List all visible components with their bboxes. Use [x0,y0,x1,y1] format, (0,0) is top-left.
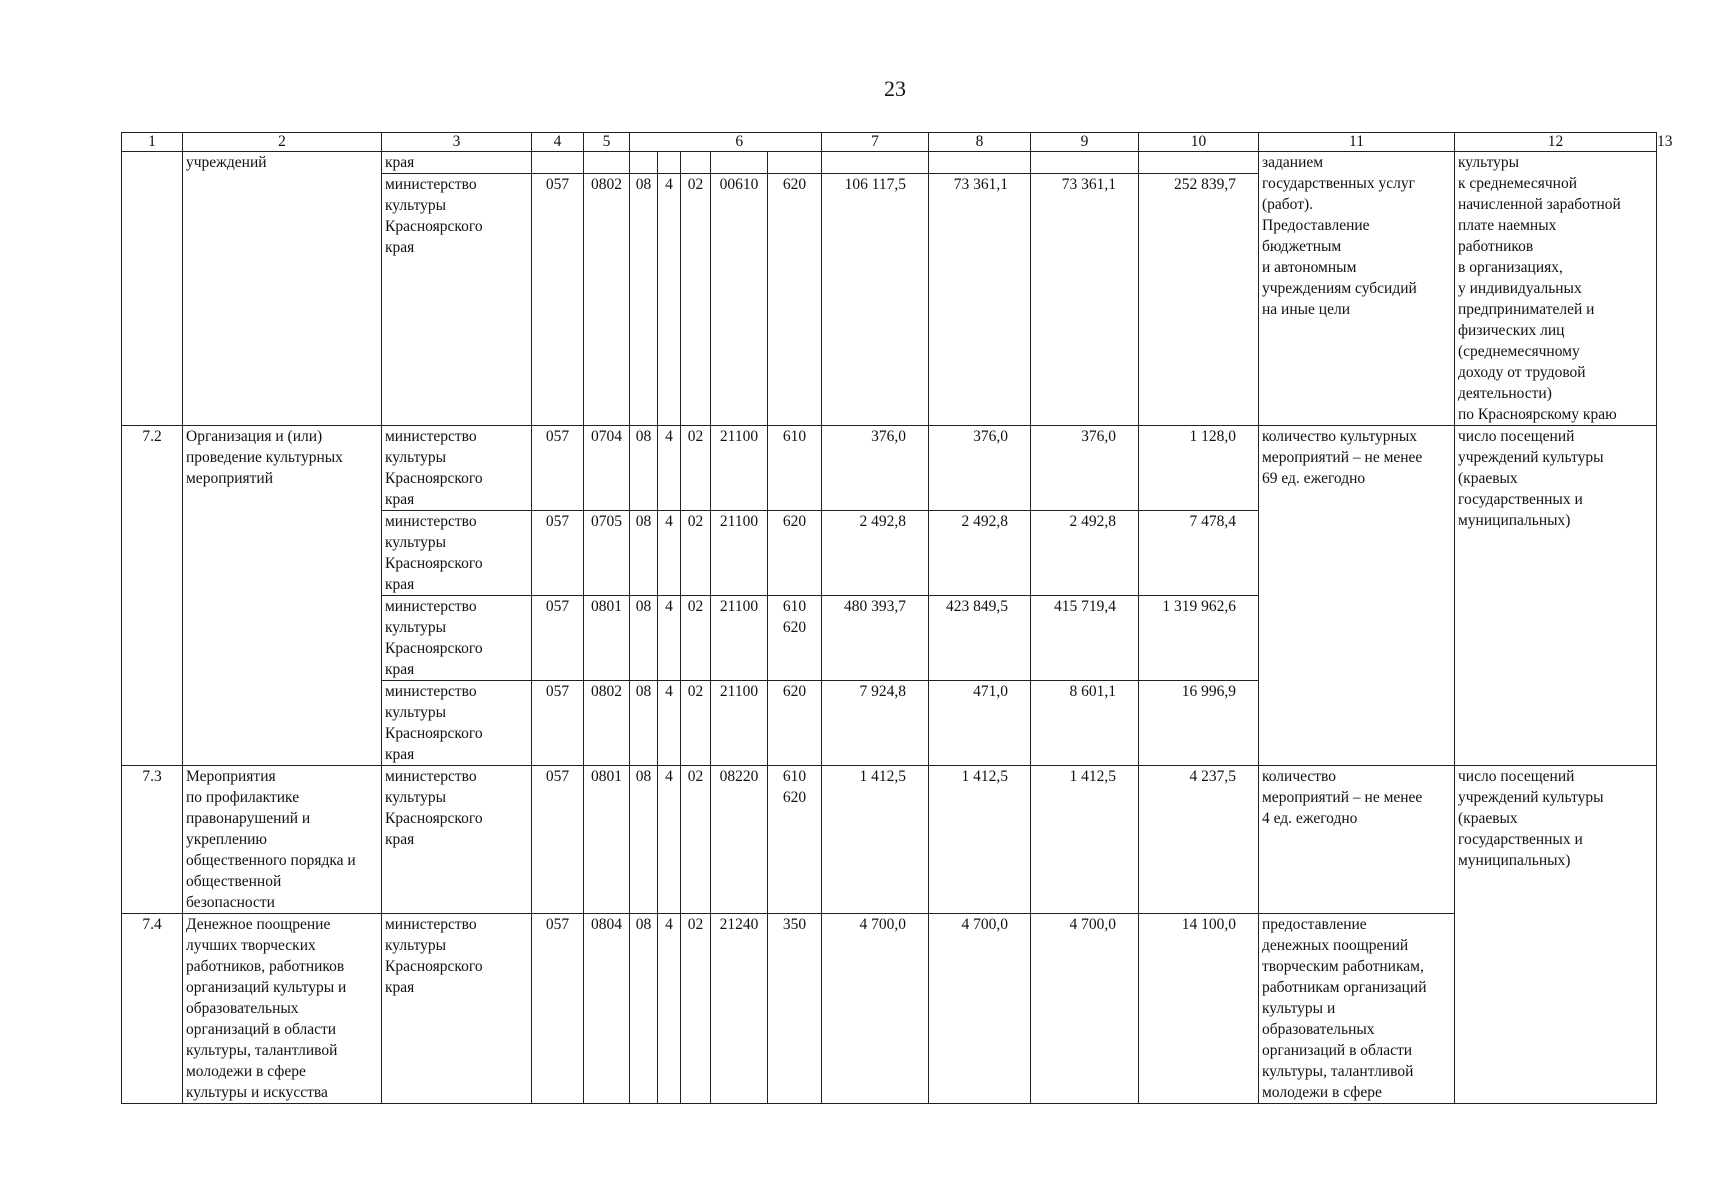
code-cell: 02 [681,596,711,681]
amount-cell: 2 492,8 [1031,511,1139,596]
amount-cell: 2 492,8 [929,511,1031,596]
code-cell: 0804 [584,914,630,1104]
code-cell: 4 [658,766,681,914]
grbs-cell: министерство культуры Красноярского края [382,426,532,511]
code-cell: 057 [532,766,584,914]
table-cell [532,152,584,174]
code-cell: 057 [532,914,584,1104]
amount-cell: 14 100,0 [1139,914,1259,1104]
code-cell: 620 [768,511,822,596]
code-cell: 610 620 [768,596,822,681]
code-cell: 02 [681,511,711,596]
result-cell: количество культурных мероприятий – не менее 69 ед. ежегодно [1259,426,1455,766]
code-cell: 0802 [584,174,630,426]
amount-cell: 7 924,8 [822,681,929,766]
amount-cell: 7 478,4 [1139,511,1259,596]
code-cell: 057 [532,596,584,681]
grbs-cell: министерство культуры Красноярского края [382,681,532,766]
code-cell: 08220 [711,766,768,914]
amount-cell: 376,0 [1031,426,1139,511]
table-cell [768,152,822,174]
code-cell: 0704 [584,426,630,511]
code-cell: 02 [681,174,711,426]
code-cell: 4 [658,174,681,426]
code-cell: 057 [532,511,584,596]
indicator-cell: культуры к среднемесячной начисленной заработной плате наемных работников в организациях, у индивидуальных предпринимателей и физических лиц (среднемесячному доходу от трудовой деятельности) по Красноярскому краю [1455,152,1657,426]
table-cell [822,152,929,174]
code-cell: 08 [630,766,658,914]
code-cell: 4 [658,511,681,596]
amount-cell: 106 117,5 [822,174,929,426]
amount-cell: 73 361,1 [929,174,1031,426]
amount-cell: 471,0 [929,681,1031,766]
amount-cell: 415 719,4 [1031,596,1139,681]
header-cell: 7 [822,133,929,152]
indicator-cell: число посещений учреждений культуры (краевых государственных и муниципальных) [1455,426,1657,766]
item-number-cell: 7.2 [122,426,183,766]
result-cell: предоставление денежных поощрений творческим работникам, работникам организаций культуры и образовательных организаций в области культуры, талантливой молодежи в сфере [1259,914,1455,1104]
amount-cell: 1 412,5 [822,766,929,914]
code-cell: 620 [768,681,822,766]
indicator-cell: число посещений учреждений культуры (краевых государственных и муниципальных) [1455,766,1657,1104]
result-cell: количество мероприятий – не менее 4 ед. ежегодно [1259,766,1455,914]
code-cell: 00610 [711,174,768,426]
amount-cell: 480 393,7 [822,596,929,681]
amount-cell: 73 361,1 [1031,174,1139,426]
code-cell: 057 [532,681,584,766]
table-cell [681,152,711,174]
code-cell: 350 [768,914,822,1104]
header-cell: 1 [122,133,183,152]
grbs-cell: министерство культуры Красноярского края [382,174,532,426]
code-cell: 0802 [584,681,630,766]
table-cell [929,152,1031,174]
code-cell: 057 [532,426,584,511]
amount-cell: 1 128,0 [1139,426,1259,511]
code-cell: 08 [630,426,658,511]
amount-cell: 2 492,8 [822,511,929,596]
amount-cell: 4 237,5 [1139,766,1259,914]
item-number-cell: 7.4 [122,914,183,1104]
amount-cell: 4 700,0 [822,914,929,1104]
header-cell: 11 [1259,133,1455,152]
code-cell: 08 [630,681,658,766]
budget-table [121,132,1673,1104]
code-cell: 4 [658,914,681,1104]
result-cell: заданием государственных услуг (работ). Предоставление бюджетным и автономным учреждениям субсидий на иные цели [1259,152,1455,426]
code-cell: 08 [630,511,658,596]
amount-cell: 252 839,7 [1139,174,1259,426]
code-cell: 02 [681,426,711,511]
page-number: 23 [884,76,906,101]
amount-cell: 423 849,5 [929,596,1031,681]
header-cell: 12 [1455,133,1657,152]
amount-cell: 4 700,0 [929,914,1031,1104]
code-cell: 21100 [711,511,768,596]
header-row: 1 2 3 4 5 6 7 8 9 10 11 12 13 [122,133,1657,152]
amount-cell: 376,0 [929,426,1031,511]
item-name-cell: Организация и (или) проведение культурных мероприятий [183,426,382,766]
amount-cell: 16 996,9 [1139,681,1259,766]
header-cell: 8 [929,133,1031,152]
code-cell: 620 [768,174,822,426]
code-cell: 0801 [584,766,630,914]
grbs-cell: министерство культуры Красноярского края [382,766,532,914]
grbs-cell: края [382,152,532,174]
amount-cell: 1 319 962,6 [1139,596,1259,681]
amount-cell: 4 700,0 [1031,914,1139,1104]
amount-cell: 376,0 [822,426,929,511]
code-cell: 4 [658,681,681,766]
code-cell: 610 [768,426,822,511]
code-cell: 4 [658,596,681,681]
header-cell: 3 [382,133,532,152]
table-cell [630,152,658,174]
header-cell: 10 [1139,133,1259,152]
amount-cell: 1 412,5 [1031,766,1139,914]
code-cell: 08 [630,596,658,681]
code-cell: 610 620 [768,766,822,914]
code-cell: 0705 [584,511,630,596]
code-cell: 057 [532,174,584,426]
code-cell: 02 [681,681,711,766]
table-cell [1139,152,1259,174]
table-row [122,766,1657,914]
code-cell: 21240 [711,914,768,1104]
code-cell: 08 [630,174,658,426]
grbs-cell: министерство культуры Красноярского края [382,596,532,681]
amount-cell: 1 412,5 [929,766,1031,914]
item-number-cell: 7.3 [122,766,183,914]
table-row [122,426,1657,511]
header-cell: 5 [584,133,630,152]
item-name-cell: учреждений [183,152,382,426]
item-name-cell: Мероприятия по профилактике правонарушений и укреплению общественного порядка и общественной безопасности [183,766,382,914]
table-cell [1031,152,1139,174]
grbs-cell: министерство культуры Красноярского края [382,914,532,1104]
header-cell [630,133,658,152]
code-cell: 02 [681,914,711,1104]
code-cell: 02 [681,766,711,914]
table-cell [584,152,630,174]
header-cell: 6 [658,133,822,152]
code-cell: 21100 [711,681,768,766]
header-cell: 9 [1031,133,1139,152]
table-cell [658,152,681,174]
item-number-cell [122,152,183,426]
table-row [122,914,1657,1104]
code-cell: 08 [630,914,658,1104]
grbs-cell: министерство культуры Красноярского края [382,511,532,596]
code-cell: 0801 [584,596,630,681]
header-cell: 4 [532,133,584,152]
table-row [122,152,1657,174]
amount-cell: 8 601,1 [1031,681,1139,766]
table-cell [711,152,768,174]
item-name-cell: Денежное поощрение лучших творческих работников, работников организаций культуры и образовательных организаций в области культуры, талантливой молодежи в сфере культуры и искусства [183,914,382,1104]
code-cell: 4 [658,426,681,511]
header-cell: 2 [183,133,382,152]
code-cell: 21100 [711,426,768,511]
code-cell: 21100 [711,596,768,681]
